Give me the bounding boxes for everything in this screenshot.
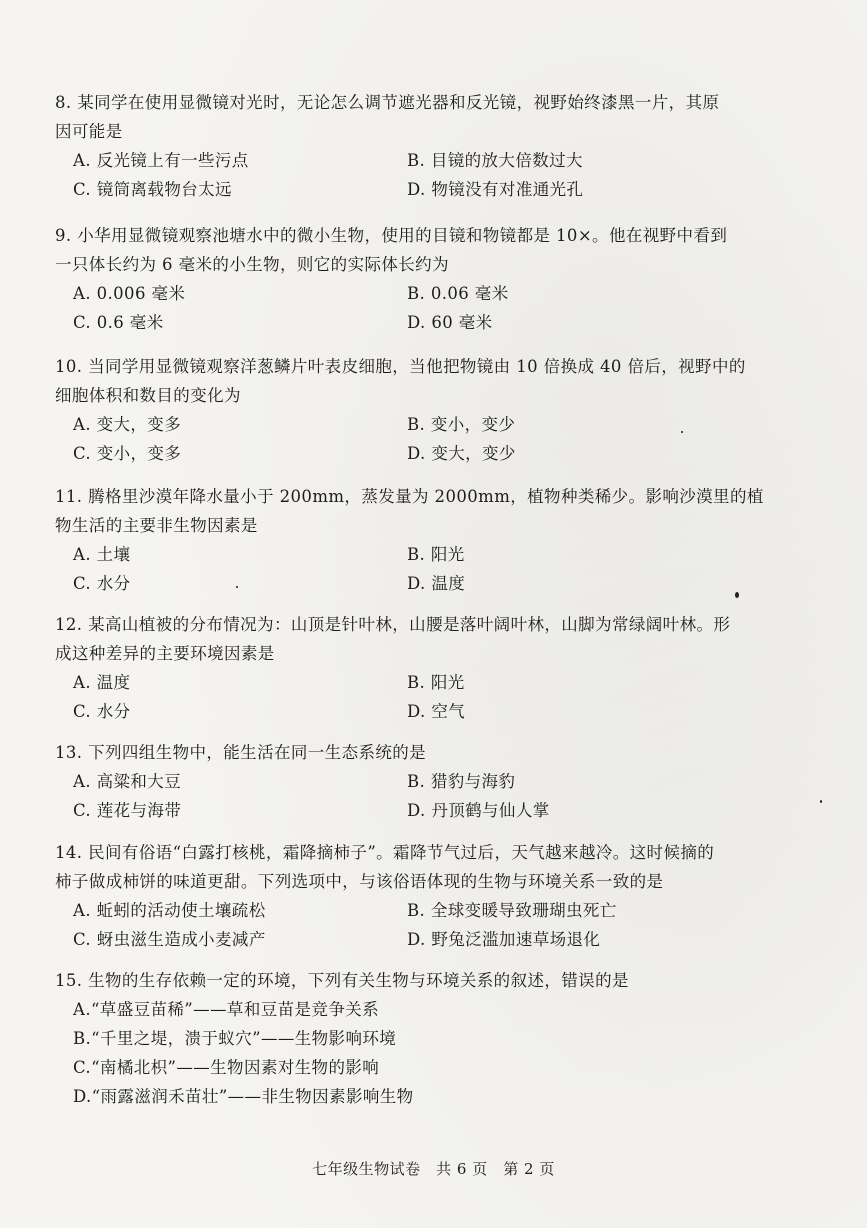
option-c: C. 0.6 毫米 — [73, 313, 164, 332]
question-stem: 细胞体积和数目的变化为 — [55, 386, 241, 405]
option-group — [55, 410, 815, 468]
question-9 — [55, 221, 815, 337]
option-b: B.“千里之堤，溃于蚁穴”——生物影响环境 — [73, 1029, 397, 1048]
option-c: C. 莲花与海带 — [73, 801, 182, 820]
option-d: D.“雨露滋润禾苗壮”——非生物因素影响生物 — [73, 1087, 414, 1106]
option-d: D. 空气 — [407, 702, 466, 721]
option-group — [55, 540, 815, 598]
question-stem: 9. 小华用显微镜观察池塘水中的微小生物，使用的目镜和物镜都是 10×。他在视野中看到 — [55, 226, 728, 245]
question-stem: 物生活的主要非生物因素是 — [55, 516, 258, 535]
option-d: D. 野兔泛滥加速草场退化 — [407, 930, 601, 949]
option-b: B. 变小，变少 — [407, 415, 516, 434]
option-a: A. 温度 — [73, 673, 131, 692]
option-d: D. 物镜没有对准通光孔 — [407, 180, 584, 199]
question-10 — [55, 352, 815, 468]
page-footer: 七年级生物试卷 共 6 页 第 2 页 — [312, 1160, 555, 1178]
question-stem: 10. 当同学用显微镜观察洋葱鳞片叶表皮细胞，当他把物镜由 10 倍换成 40 倍后，视野中的 — [55, 357, 746, 376]
question-stem: 12. 某高山植被的分布情况为：山顶是针叶林，山腰是落叶阔叶林，山脚为常绿阔叶林。形 — [55, 615, 731, 634]
question-stem: 因可能是 — [55, 122, 123, 141]
question-8 — [55, 88, 815, 204]
option-group — [55, 668, 815, 726]
option-b: B. 猎豹与海豹 — [407, 772, 516, 791]
option-c: C. 变小，变多 — [73, 444, 182, 463]
scan-speck — [236, 586, 238, 588]
option-a: A. 变大，变多 — [73, 415, 182, 434]
option-a: A. 0.006 毫米 — [73, 284, 186, 303]
question-stem: 11. 腾格里沙漠年降水量小于 200mm，蒸发量为 2000mm，植物种类稀少。影响沙漠里的植 — [55, 487, 764, 506]
question-stem: 13. 下列四组生物中，能生活在同一生态系统的是 — [55, 743, 427, 762]
question-stem: 柿子做成柿饼的味道更甜。下列选项中，与该俗语体现的生物与环境关系一致的是 — [55, 872, 664, 891]
option-c: C. 水分 — [73, 574, 131, 593]
option-b: B. 阳光 — [407, 673, 465, 692]
scan-speck — [735, 592, 739, 598]
question-stem: 成这种差异的主要环境因素是 — [55, 644, 275, 663]
question-15 — [55, 966, 815, 1111]
option-c: C. 水分 — [73, 702, 131, 721]
question-13 — [55, 738, 815, 825]
option-b: B. 目镜的放大倍数过大 — [407, 151, 583, 170]
option-group — [55, 896, 815, 954]
question-stem: 8. 某同学在使用显微镜对光时，无论怎么调节遮光器和反光镜，视野始终漆黑一片，其原 — [55, 93, 720, 112]
option-a: A. 反光镜上有一些污点 — [73, 151, 249, 170]
question-stem: 14. 民间有俗语“白露打核桃，霜降摘柿子”。霜降节气过后，天气越来越冷。这时候摘的 — [55, 843, 715, 862]
option-d: D. 60 毫米 — [407, 313, 493, 332]
scan-speck — [681, 431, 683, 433]
option-d: D. 温度 — [407, 574, 466, 593]
option-b: B. 全球变暖导致珊瑚虫死亡 — [407, 901, 617, 920]
option-a: A. 高粱和大豆 — [73, 772, 182, 791]
question-stem: 15. 生物的生存依赖一定的环境，下列有关生物与环境关系的叙述，错误的是 — [55, 971, 629, 990]
option-a: A. 蚯蚓的活动使土壤疏松 — [73, 901, 266, 920]
option-group — [55, 146, 815, 204]
question-14 — [55, 838, 815, 954]
option-a: A.“草盛豆苗稀”——草和豆苗是竞争关系 — [73, 1000, 380, 1019]
option-b: B. 0.06 毫米 — [407, 284, 509, 303]
option-c: C. 蚜虫滋生造成小麦减产 — [73, 930, 266, 949]
option-d: D. 变大，变少 — [407, 444, 516, 463]
question-stem: 一只体长约为 6 毫米的小生物，则它的实际体长约为 — [55, 255, 449, 274]
option-group — [55, 995, 815, 1111]
scan-speck — [820, 800, 822, 803]
option-c: C. 镜筒离载物台太远 — [73, 180, 232, 199]
option-c: C.“南橘北枳”——生物因素对生物的影响 — [73, 1058, 380, 1077]
option-group — [55, 767, 815, 825]
option-d: D. 丹顶鹤与仙人掌 — [407, 801, 550, 820]
option-group — [55, 279, 815, 337]
option-a: A. 土壤 — [73, 545, 131, 564]
question-11 — [55, 482, 815, 598]
question-12 — [55, 610, 815, 726]
option-b: B. 阳光 — [407, 545, 465, 564]
